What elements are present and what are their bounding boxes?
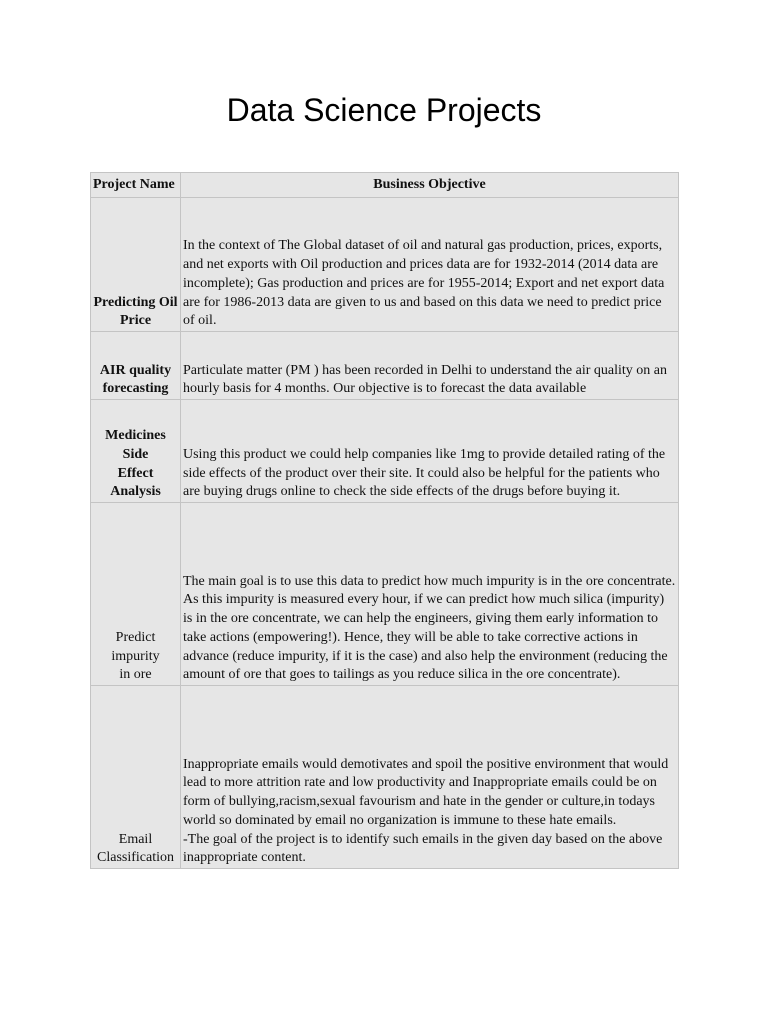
project-name-cell <box>91 400 181 503</box>
header-business-objective: Business Objective <box>181 173 679 198</box>
project-name-line: AIR quality <box>99 362 172 378</box>
business-objective-cell: Particulate matter (PM ) has been recorded in Delhi to understand the air quality on an hourly basis for 4 months. Our objective is to forecast the data available <box>181 332 679 400</box>
project-name-line: Predict <box>115 629 156 645</box>
project-name-line: forecasting <box>102 381 169 397</box>
project-name-line: Effect Analysis <box>110 465 161 500</box>
project-name-line: Price <box>119 313 152 329</box>
project-name-line: impurity <box>111 648 160 664</box>
business-objective-cell <box>181 686 679 869</box>
project-name-cell <box>91 503 181 686</box>
objective-paragraph: -The goal of the project is to identify such emails in the given day based on the above inappropriate content. <box>183 831 663 866</box>
project-name-line: in ore <box>119 667 152 683</box>
objective-paragraph: Inappropriate emails would demotivates and spoil the positive environment that would lead to more attrition rate and low productivity and Inappropriate emails could be on form of bullying,racism,sexual favourism and hate in the gender or culture,in todays world so dominated by email no organization is immune to these hate emails. <box>183 756 669 828</box>
table-row <box>91 400 679 503</box>
table-header-row <box>91 173 679 198</box>
project-name-line: Email <box>118 831 153 847</box>
business-objective-cell: Using this product we could help companies like 1mg to provide detailed rating of the side effects of the product over their site. It could also be helpful for the patients who are buying drugs online to check the side effects of the drugs before buying it. <box>181 400 679 503</box>
project-name-line: Medicines Side <box>105 428 166 462</box>
project-name-cell <box>91 686 181 869</box>
project-name-cell <box>91 332 181 400</box>
project-name-line: Classification <box>97 850 174 866</box>
table-row <box>91 332 679 400</box>
projects-table <box>90 172 679 869</box>
table-row <box>91 686 679 869</box>
business-objective-cell: The main goal is to use this data to predict how much impurity is in the ore concentrate. As this impurity is measured every hour, if we can predict how much silica (impurity) is in the ore concentrate, we can help the engineers, giving them early information to take actions (empowering!). Hence, they will be able to take corrective actions in advance (reduce impurity, if it is the case) and also help the environment (reducing the amount of ore that goes to tailings as you reduce silica in the ore concentrate). <box>181 503 679 686</box>
project-name-line: Predicting Oil <box>93 294 178 310</box>
business-objective-cell: In the context of The Global dataset of oil and natural gas production, prices, exports, and net exports with Oil production and prices data are for 1932-2014 (2014 data are incomplete); Gas production and prices are for 1955-2014; Export and net export data are for 1986-2013 data are given to us and based on this data we need to predict price of oil. <box>181 198 679 332</box>
page-title: Data Science Projects <box>226 92 542 128</box>
header-project-name: Project Name <box>91 173 181 198</box>
table-row <box>91 503 679 686</box>
table-row <box>91 198 679 332</box>
project-name-cell <box>91 198 181 332</box>
